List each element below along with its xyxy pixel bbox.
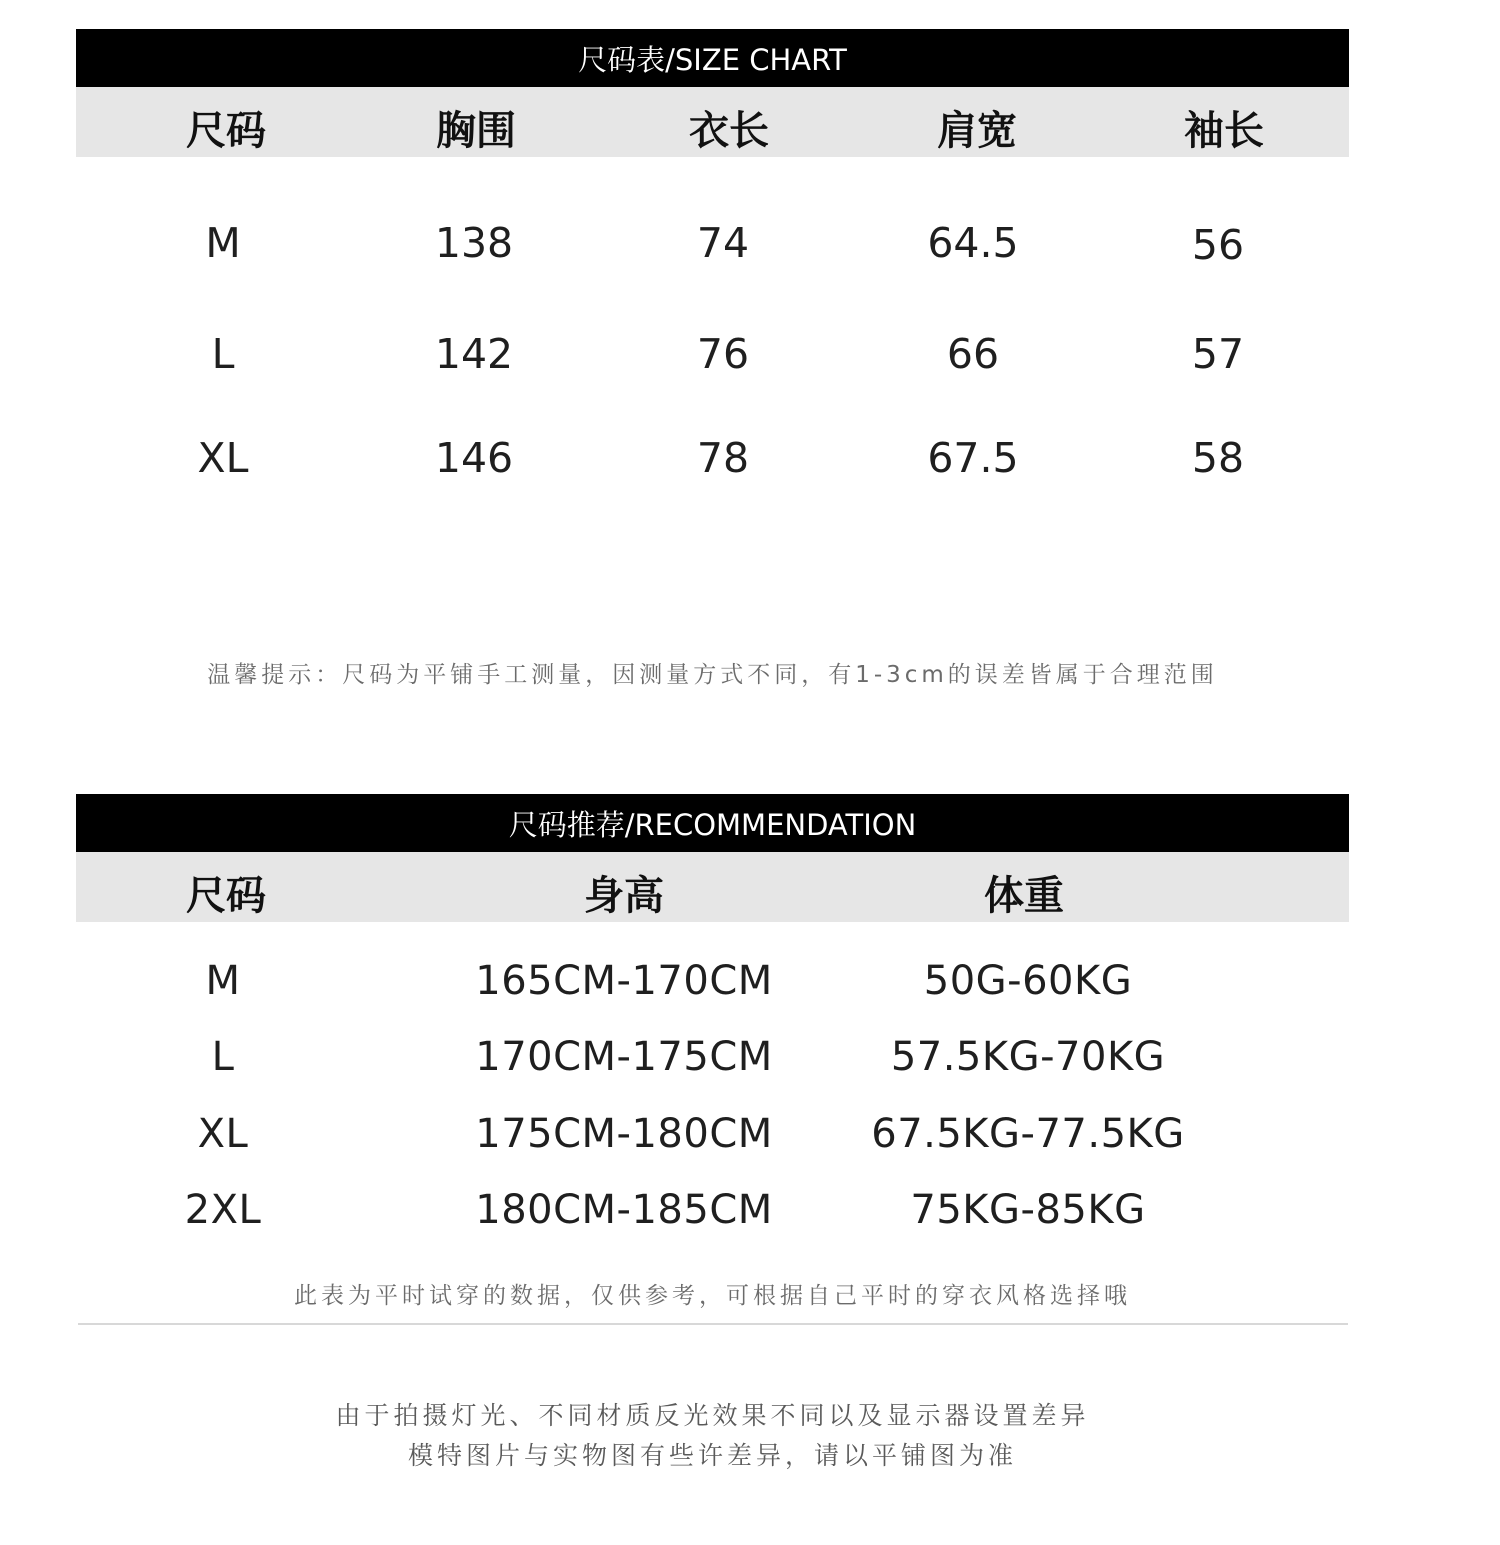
table-cell: 74: [696, 219, 750, 267]
size-chart-title-bar: [76, 29, 1349, 87]
header-size: 尺码: [186, 873, 266, 919]
table-cell: 76: [696, 330, 750, 378]
table-cell: 2XL: [184, 1187, 262, 1233]
table-cell: M: [205, 958, 241, 1004]
header-sleeve: 袖长: [1184, 108, 1264, 154]
divider: [78, 1323, 1348, 1325]
table-cell: 180CM-185CM: [475, 1187, 773, 1233]
table-cell: 57: [1191, 330, 1245, 378]
header-shoulder: 肩宽: [937, 108, 1017, 154]
table-cell: 66: [946, 330, 1000, 378]
header-length: 衣长: [689, 108, 769, 154]
footer-line-1: 由于拍摄灯光、不同材质反光效果不同以及显示器设置差异: [335, 1401, 1090, 1430]
table-cell: 57.5KG-70KG: [890, 1034, 1166, 1080]
table-cell: M: [205, 219, 241, 267]
table-cell: 75KG-85KG: [910, 1187, 1146, 1233]
header-height: 身高: [584, 873, 664, 919]
table-cell: L: [211, 330, 235, 378]
table-cell: 58: [1191, 434, 1245, 482]
table-cell: 170CM-175CM: [475, 1034, 773, 1080]
size-chart-title: 尺码表/SIZE CHART: [578, 42, 847, 77]
header-chest: 胸围: [436, 108, 516, 154]
table-cell: L: [211, 1034, 235, 1080]
table-cell: 138: [434, 219, 514, 267]
footer-line-2: 模特图片与实物图有些许差异，请以平铺图为准: [407, 1441, 1017, 1470]
table-cell: 175CM-180CM: [475, 1111, 773, 1157]
table-cell: 67.5: [927, 434, 1019, 482]
table-cell: 165CM-170CM: [475, 958, 773, 1004]
table-cell: 78: [696, 434, 750, 482]
recommendation-header-row: [76, 852, 1349, 922]
recommendation-title-bar: [76, 794, 1349, 852]
table-cell: XL: [197, 434, 249, 482]
recommendation-title: 尺码推荐/RECOMMENDATION: [508, 807, 917, 842]
header-size: 尺码: [186, 108, 266, 154]
table-cell: 142: [434, 330, 514, 378]
table-cell: XL: [197, 1111, 249, 1157]
header-weight: 体重: [984, 873, 1064, 919]
recommendation-note: 此表为平时试穿的数据，仅供参考，可根据自己平时的穿衣风格选择哦: [294, 1283, 1131, 1309]
table-cell: 50G-60KG: [923, 958, 1133, 1004]
table-cell: 67.5KG-77.5KG: [871, 1111, 1185, 1157]
table-cell: 64.5: [927, 219, 1019, 267]
table-cell: 146: [434, 434, 514, 482]
table-cell: 56: [1191, 221, 1245, 269]
measurement-note: 温馨提示：尺码为平铺手工测量，因测量方式不同，有1-3cm的误差皆属于合理范围: [207, 662, 1218, 688]
size-chart-header-row: [76, 87, 1349, 157]
